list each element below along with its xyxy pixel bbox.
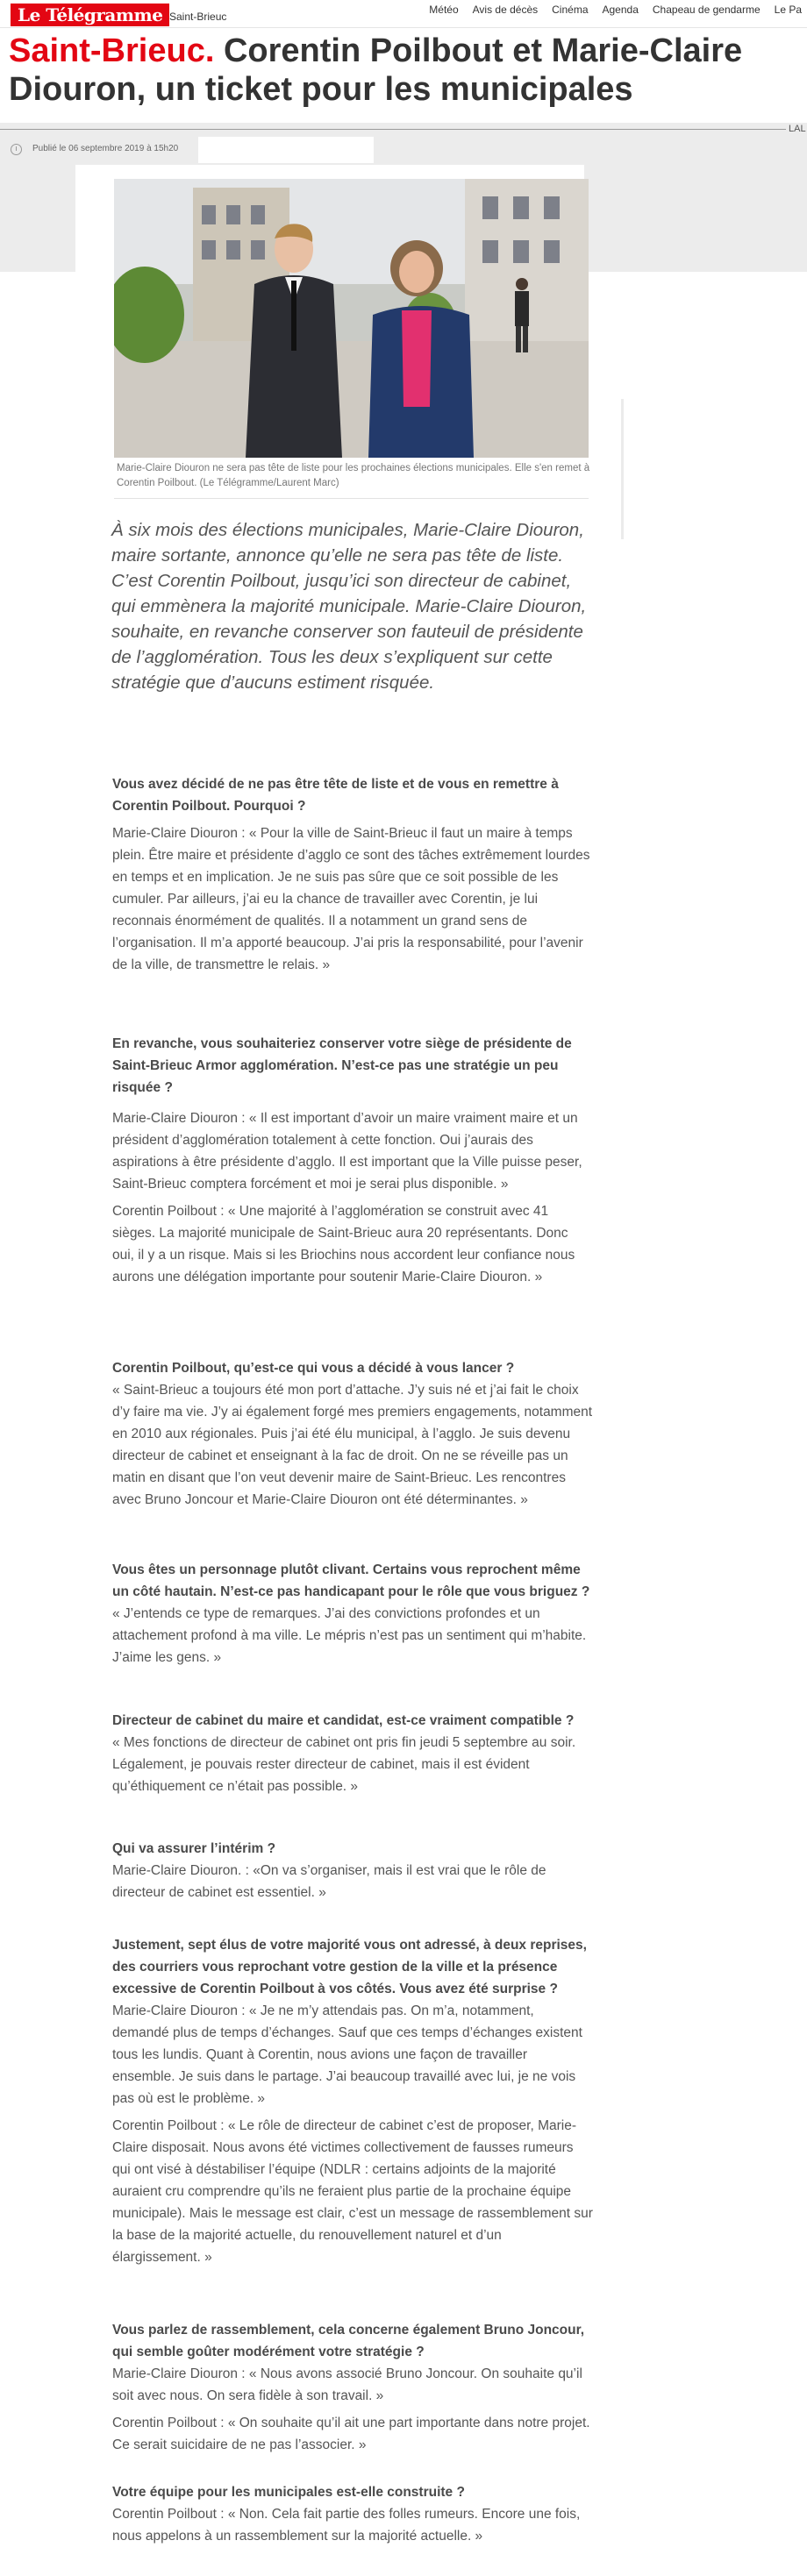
clock-icon — [11, 144, 22, 155]
answer: Marie-Claire Diouron. : «On va s’organiser, mais il est vrai que le rôle de directeur de cabinet est essentiel. » — [112, 1863, 546, 1900]
qa-block-4 — [112, 1559, 593, 1674]
photo-passerby — [509, 275, 535, 354]
question: Vous parlez de rassemblement, cela concerne également Bruno Joncour, qui semble goûter modérément votre stratégie ? — [112, 2323, 585, 2359]
photo-woman — [360, 231, 482, 458]
qa-block-6 — [112, 1838, 593, 1909]
answer: Marie-Claire Diouron : « Nous avons associé Bruno Joncour. On souhaite qu’il soit avec nous. On sera fidèle à son travail. » — [112, 2366, 582, 2403]
section-breadcrumb[interactable]: Saint-Brieuc — [169, 11, 227, 23]
photo-caption: Marie-Claire Diouron ne sera pas tête de liste pour les prochaines élections municipales. Elle s'en remet à Corentin Poilbout. (Le Télégramme/Laurent Marc) — [117, 463, 590, 488]
building-window — [202, 240, 216, 260]
nav-item-chapeau[interactable]: Chapeau de gendarme — [652, 4, 761, 16]
qa-block-3 — [112, 1357, 593, 1516]
question: Directeur de cabinet du maire et candidat, est-ce vraiment compatible ? — [112, 1713, 575, 1728]
answer: « Mes fonctions de directeur de cabinet ont pris fin jeudi 5 septembre au soir. Légalement, je pouvais rester directeur de cabinet, mais il est évident qu’éthiquement ce n’était pas possible. » — [112, 1735, 576, 1794]
side-scroll-track — [621, 399, 624, 539]
answer: « Saint-Brieuc a toujours été mon port d’attache. J’y suis né et j’ai fait le choix d’y faire ma vie. J’y ai également forgé mes premiers engagements, notamment en 2010 aux régionales. Puis j’ai été élu municipal, à l’agglo. Je suis devenu directeur de cabinet et enseignant à la fac de droit. On ne se réveille pas un matin en disant que l’on veut devenir maire de Saint-Brieuc. Les rencontres avec Bruno Joncour et Marie-Claire Diouron ont été déterminantes. » — [112, 1383, 593, 1507]
building-window — [202, 205, 216, 224]
share-box — [198, 137, 374, 163]
question: Corentin Poilbout, qu’est-ce qui vous a décidé à vous lancer ? — [112, 1361, 515, 1376]
building-window — [544, 240, 560, 263]
nav-item-more[interactable]: Le Pa — [774, 4, 802, 16]
qa-block-8 — [112, 2319, 593, 2461]
answer: Corentin Poilbout : « On souhaite qu’il ait une part importante dans notre projet. Ce serait suicidaire de ne pas l’associer. » — [112, 2416, 590, 2452]
building-window — [513, 240, 529, 263]
nav-item-avis-deces[interactable]: Avis de décès — [472, 4, 539, 16]
question: Vous avez décidé de ne pas être tête de liste et de vous en remettre à Corentin Poilbout. Pourquoi ? — [112, 777, 559, 814]
answer: Corentin Poilbout : « Une majorité à l’agglomération se construit avec 41 sièges. La majorité municipale de Saint-Brieuc aura 20 représentants. Donc oui, il y a un risque. Mais si les Briochins nous accordent leur confiance nous aurons une délégation importante pour soutenir Marie-Claire Diouron. » — [112, 1204, 575, 1284]
qa-block-2 — [112, 1033, 593, 1293]
building-window — [482, 240, 498, 263]
question: Votre équipe pour les municipales est-elle construite ? — [112, 2485, 465, 2500]
article-lead: À six mois des élections municipales, Marie-Claire Diouron, maire sortante, annonce qu’elle ne sera pas tête de liste. C’est Corentin Poilbout, jusqu’ici son directeur de cabinet, qui emmènera la majorité municipale. Marie-Claire Diouron, souhaite, en revanche conserver son fauteuil de présidente de l’agglomération. Tous les deux s’expliquent sur cette stratégie que d’aucuns estiment risquée. — [111, 520, 587, 693]
qa-block-7 — [112, 1934, 593, 2274]
top-nav — [429, 4, 802, 16]
nav-item-cinema[interactable]: Cinéma — [552, 4, 589, 16]
site-logo[interactable]: Le Télégramme — [11, 4, 169, 26]
answer: Marie-Claire Diouron : « Je ne m’y attendais pas. On m’a, notamment, demandé plus de temps d’échanges. Sauf que ces temps d’échanges existent tous les lundis. Quant à Corentin, nous avions une façon de travailler ensemble. Je suis dans le partage. J’ai beaucoup travaillé avec lui, je ne vois pas où est le problème. » — [112, 2003, 582, 2106]
article-photo[interactable] — [114, 179, 589, 458]
article-headline — [9, 32, 798, 109]
qa-block-5 — [112, 1710, 593, 1803]
question: Justement, sept élus de votre majorité vous ont adressé, à deux reprises, des courriers vous reprochant votre gestion de la ville et la présence excessive de Corentin Poilbout à vos côtés. Vous avez été surprise ? — [112, 1938, 587, 1996]
question: En revanche, vous souhaiteriez conserver votre siège de présidente de Saint-Brieuc Armor agglomération. N’est-ce pas une stratégie un peu risquée ? — [112, 1036, 572, 1095]
nav-item-agenda[interactable]: Agenda — [602, 4, 639, 16]
publish-date: Publié le 06 septembre 2019 à 15h20 — [32, 144, 179, 153]
answer: Marie-Claire Diouron : « Pour la ville de Saint-Brieuc il faut un maire à temps plein. Être maire et présidente d’agglo ce sont des tâches extrêmement lourdes en temps et en implication. Je ne suis pas sûre que ce soit possible de les cumuler. Par ailleurs, j’ai eu la chance de travailler avec Corentin, je lui reconnais énormément de qualités. Il a notamment un grand sens de l’organisation. Il m’a apporté beaucoup. J’ai pris la responsabilité, pour l’avenir de la ville, de transmettre le relais. » — [112, 826, 590, 972]
top-bar — [0, 0, 807, 28]
question: Vous êtes un personnage plutôt clivant. Certains vous reprochent même un côté hautain. N’est-ce pas handicapant pour le rôle que vous briguez ? — [112, 1562, 590, 1599]
photo-man — [237, 214, 351, 458]
answer: Corentin Poilbout : « Non. Cela fait partie des folles rumeurs. Encore une fois, nous appelons à un rassemblement sur la majorité actuelle. » — [112, 2507, 581, 2544]
meta-side-label: LAL — [789, 124, 806, 134]
question: Qui va assurer l’intérim ? — [112, 1841, 276, 1856]
headline-title: Corentin Poilbout et Marie-Claire Diouron, un ticket pour les municipales — [9, 32, 743, 108]
answer: « J’entends ce type de remarques. J’ai des convictions profondes et un attachement profond à ma ville. Le mépris n’est pas un sentiment qui m’habite. J’aime les gens. » — [112, 1606, 587, 1665]
photo-pavement — [114, 341, 589, 458]
building-window — [544, 196, 560, 219]
answer: Marie-Claire Diouron : « Il est important d’avoir un maire vraiment maire et un président d’agglomération totalement à cette fonction. Oui j’aurais des aspirations à être présidente d’agglo. Il est important que la Ville puisse peser, Saint-Brieuc comptera forcément et moi je serai plus disponible. » — [112, 1111, 582, 1192]
qa-block-1 — [112, 773, 593, 981]
building-window — [482, 196, 498, 219]
qa-block-9 — [112, 2481, 593, 2552]
headline-city: Saint-Brieuc. — [9, 32, 215, 69]
meta-divider — [0, 129, 786, 130]
answer: Corentin Poilbout : « Le rôle de directeur de cabinet c’est de proposer, Marie-Claire disposait. Nous avons été victimes collectivement de fausses rumeurs qui ont visé à déstabiliser l’équipe (NDLR : certains adjoints de la majorité auraient cru comprendre qu’ils ne feraient plus partie de la prochaine équipe municipale). Mais le message est clair, c’est un message de rassemblement sur la base de la majorité actuelle, du renouvellement naturel et d’un élargissement. » — [112, 2118, 593, 2265]
nav-item-meteo[interactable]: Météo — [429, 4, 459, 16]
caption-divider — [114, 498, 589, 499]
building-window — [513, 196, 529, 219]
